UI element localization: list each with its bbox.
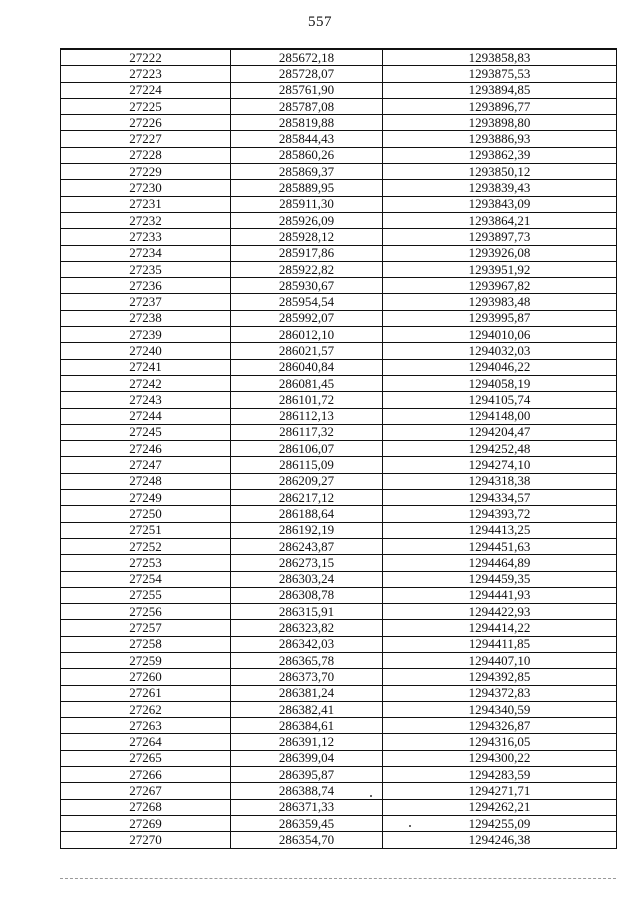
x-coordinate-cell: 286117,32: [231, 424, 383, 440]
point-number-cell: 27270: [61, 832, 231, 848]
table-row: [61, 522, 617, 538]
y-coordinate-cell: 1294274,10: [383, 457, 617, 473]
table-row: [61, 571, 617, 587]
table-row: [61, 375, 617, 391]
point-number-cell: 27232: [61, 212, 231, 228]
x-coordinate-cell: 286382,41: [231, 701, 383, 717]
point-number-cell: 27249: [61, 490, 231, 506]
table-row: [61, 587, 617, 603]
x-coordinate-cell: 286303,24: [231, 571, 383, 587]
y-coordinate-cell: 1294334,57: [383, 490, 617, 506]
point-number-cell: 27233: [61, 229, 231, 245]
point-number-cell: 27260: [61, 669, 231, 685]
x-coordinate-cell: 286112,13: [231, 408, 383, 424]
x-coordinate-cell: 286192,19: [231, 522, 383, 538]
point-number-cell: 27259: [61, 652, 231, 668]
scan-speck: [409, 825, 411, 827]
y-coordinate-cell: 1293875,53: [383, 66, 617, 82]
table-row: [61, 66, 617, 82]
table-row: [61, 212, 617, 228]
point-number-cell: 27267: [61, 783, 231, 799]
y-coordinate-cell: 1293843,09: [383, 196, 617, 212]
x-coordinate-cell: 286354,70: [231, 832, 383, 848]
x-coordinate-cell: 286243,87: [231, 538, 383, 554]
point-number-cell: 27228: [61, 147, 231, 163]
point-number-cell: 27251: [61, 522, 231, 538]
coordinates-table-body: [61, 49, 617, 848]
point-number-cell: 27222: [61, 49, 231, 66]
point-number-cell: 27230: [61, 180, 231, 196]
y-coordinate-cell: 1294105,74: [383, 392, 617, 408]
x-coordinate-cell: 285672,18: [231, 49, 383, 66]
x-coordinate-cell: 286371,33: [231, 799, 383, 815]
y-coordinate-cell: 1294300,22: [383, 750, 617, 766]
point-number-cell: 27238: [61, 310, 231, 326]
y-coordinate-cell: 1293858,83: [383, 49, 617, 66]
point-number-cell: 27261: [61, 685, 231, 701]
x-coordinate-cell: 286106,07: [231, 441, 383, 457]
y-coordinate-cell: 1294392,85: [383, 669, 617, 685]
y-coordinate-cell: 1294422,93: [383, 604, 617, 620]
table-row: [61, 180, 617, 196]
point-number-cell: 27239: [61, 327, 231, 343]
point-number-cell: 27224: [61, 82, 231, 98]
point-number-cell: 27241: [61, 359, 231, 375]
y-coordinate-cell: 1294407,10: [383, 652, 617, 668]
point-number-cell: 27231: [61, 196, 231, 212]
x-coordinate-cell: 285869,37: [231, 164, 383, 180]
x-coordinate-cell: 285992,07: [231, 310, 383, 326]
table-row: [61, 392, 617, 408]
table-row: [61, 327, 617, 343]
point-number-cell: 27252: [61, 538, 231, 554]
y-coordinate-cell: 1293886,93: [383, 131, 617, 147]
x-coordinate-cell: 286365,78: [231, 652, 383, 668]
x-coordinate-cell: 286040,84: [231, 359, 383, 375]
table-row: [61, 555, 617, 571]
table-row: [61, 718, 617, 734]
y-coordinate-cell: 1294252,48: [383, 441, 617, 457]
x-coordinate-cell: 286101,72: [231, 392, 383, 408]
y-coordinate-cell: 1293850,12: [383, 164, 617, 180]
table-row: [61, 49, 617, 66]
table-row: [61, 115, 617, 131]
y-coordinate-cell: 1293983,48: [383, 294, 617, 310]
point-number-cell: 27248: [61, 473, 231, 489]
table-row: [61, 636, 617, 652]
point-number-cell: 27258: [61, 636, 231, 652]
point-number-cell: 27229: [61, 164, 231, 180]
point-number-cell: 27264: [61, 734, 231, 750]
x-coordinate-cell: 286399,04: [231, 750, 383, 766]
y-coordinate-cell: 1294010,06: [383, 327, 617, 343]
y-coordinate-cell: 1294411,85: [383, 636, 617, 652]
point-number-cell: 27269: [61, 815, 231, 831]
point-number-cell: 27247: [61, 457, 231, 473]
x-coordinate-cell: 286395,87: [231, 767, 383, 783]
table-row: [61, 750, 617, 766]
x-coordinate-cell: 286381,24: [231, 685, 383, 701]
x-coordinate-cell: 286021,57: [231, 343, 383, 359]
x-coordinate-cell: 285889,95: [231, 180, 383, 196]
table-row: [61, 538, 617, 554]
x-coordinate-cell: 286188,64: [231, 506, 383, 522]
x-coordinate-cell: 286308,78: [231, 587, 383, 603]
x-coordinate-cell: 285911,30: [231, 196, 383, 212]
point-number-cell: 27255: [61, 587, 231, 603]
table-row: [61, 767, 617, 783]
scan-bottom-edge: [60, 878, 616, 879]
table-row: [61, 229, 617, 245]
y-coordinate-cell: 1294148,00: [383, 408, 617, 424]
x-coordinate-cell: 285954,54: [231, 294, 383, 310]
table-row: [61, 734, 617, 750]
y-coordinate-cell: 1294032,03: [383, 343, 617, 359]
table-row: [61, 473, 617, 489]
table-row: [61, 343, 617, 359]
y-coordinate-cell: 1293897,73: [383, 229, 617, 245]
table-row: [61, 457, 617, 473]
y-coordinate-cell: 1294326,87: [383, 718, 617, 734]
y-coordinate-cell: 1294372,83: [383, 685, 617, 701]
point-number-cell: 27223: [61, 66, 231, 82]
point-number-cell: 27253: [61, 555, 231, 571]
point-number-cell: 27225: [61, 98, 231, 114]
table-row: [61, 701, 617, 717]
y-coordinate-cell: 1294255,09: [383, 815, 617, 831]
y-coordinate-cell: 1294316,05: [383, 734, 617, 750]
table-row: [61, 799, 617, 815]
y-coordinate-cell: 1294204,47: [383, 424, 617, 440]
x-coordinate-cell: 286273,15: [231, 555, 383, 571]
x-coordinate-cell: 286217,12: [231, 490, 383, 506]
y-coordinate-cell: 1294464,89: [383, 555, 617, 571]
y-coordinate-cell: 1294271,71: [383, 783, 617, 799]
y-coordinate-cell: 1293864,21: [383, 212, 617, 228]
y-coordinate-cell: 1294340,59: [383, 701, 617, 717]
y-coordinate-cell: 1294413,25: [383, 522, 617, 538]
table-row: [61, 82, 617, 98]
y-coordinate-cell: 1294414,22: [383, 620, 617, 636]
x-coordinate-cell: 286081,45: [231, 375, 383, 391]
x-coordinate-cell: 286315,91: [231, 604, 383, 620]
table-row: [61, 669, 617, 685]
table-row: [61, 620, 617, 636]
table-row: [61, 164, 617, 180]
x-coordinate-cell: 285860,26: [231, 147, 383, 163]
point-number-cell: 27242: [61, 375, 231, 391]
table-row: [61, 424, 617, 440]
table-row: [61, 359, 617, 375]
table-row: [61, 147, 617, 163]
y-coordinate-cell: 1293896,77: [383, 98, 617, 114]
table-row: [61, 506, 617, 522]
point-number-cell: 27262: [61, 701, 231, 717]
x-coordinate-cell: 285926,09: [231, 212, 383, 228]
x-coordinate-cell: 286323,82: [231, 620, 383, 636]
x-coordinate-cell: 285728,07: [231, 66, 383, 82]
y-coordinate-cell: 1293967,82: [383, 278, 617, 294]
scan-speck: [370, 795, 372, 797]
point-number-cell: 27256: [61, 604, 231, 620]
point-number-cell: 27234: [61, 245, 231, 261]
table-row: [61, 196, 617, 212]
x-coordinate-cell: 286391,12: [231, 734, 383, 750]
point-number-cell: 27240: [61, 343, 231, 359]
point-number-cell: 27227: [61, 131, 231, 147]
x-coordinate-cell: 285922,82: [231, 261, 383, 277]
y-coordinate-cell: 1294318,38: [383, 473, 617, 489]
x-coordinate-cell: 286209,27: [231, 473, 383, 489]
x-coordinate-cell: 285787,08: [231, 98, 383, 114]
point-number-cell: 27237: [61, 294, 231, 310]
y-coordinate-cell: 1293995,87: [383, 310, 617, 326]
x-coordinate-cell: 285917,86: [231, 245, 383, 261]
point-number-cell: 27244: [61, 408, 231, 424]
table-row: [61, 783, 617, 799]
point-number-cell: 27263: [61, 718, 231, 734]
x-coordinate-cell: 286384,61: [231, 718, 383, 734]
table-row: [61, 294, 617, 310]
point-number-cell: 27226: [61, 115, 231, 131]
y-coordinate-cell: 1293951,92: [383, 261, 617, 277]
point-number-cell: 27254: [61, 571, 231, 587]
x-coordinate-cell: 286373,70: [231, 669, 383, 685]
point-number-cell: 27257: [61, 620, 231, 636]
point-number-cell: 27265: [61, 750, 231, 766]
table-row: [61, 815, 617, 831]
point-number-cell: 27245: [61, 424, 231, 440]
table-row: [61, 490, 617, 506]
y-coordinate-cell: 1294393,72: [383, 506, 617, 522]
y-coordinate-cell: 1294262,21: [383, 799, 617, 815]
x-coordinate-cell: 286012,10: [231, 327, 383, 343]
x-coordinate-cell: 285930,67: [231, 278, 383, 294]
y-coordinate-cell: 1294058,19: [383, 375, 617, 391]
table-row: [61, 685, 617, 701]
page-number: 557: [308, 14, 332, 30]
point-number-cell: 27243: [61, 392, 231, 408]
y-coordinate-cell: 1293926,08: [383, 245, 617, 261]
table-row: [61, 310, 617, 326]
x-coordinate-cell: 286115,09: [231, 457, 383, 473]
point-number-cell: 27266: [61, 767, 231, 783]
point-number-cell: 27235: [61, 261, 231, 277]
x-coordinate-cell: 286388,74: [231, 783, 383, 799]
point-number-cell: 27268: [61, 799, 231, 815]
x-coordinate-cell: 286342,03: [231, 636, 383, 652]
coordinates-table: [60, 48, 617, 849]
y-coordinate-cell: 1294451,63: [383, 538, 617, 554]
table-row: [61, 441, 617, 457]
x-coordinate-cell: 286359,45: [231, 815, 383, 831]
table-row: [61, 98, 617, 114]
table-row: [61, 261, 617, 277]
table-row: [61, 278, 617, 294]
table-row: [61, 245, 617, 261]
x-coordinate-cell: 285819,88: [231, 115, 383, 131]
x-coordinate-cell: 285761,90: [231, 82, 383, 98]
table-row: [61, 604, 617, 620]
table-row: [61, 131, 617, 147]
table-row: [61, 652, 617, 668]
y-coordinate-cell: 1293862,39: [383, 147, 617, 163]
x-coordinate-cell: 285844,43: [231, 131, 383, 147]
y-coordinate-cell: 1293839,43: [383, 180, 617, 196]
point-number-cell: 27246: [61, 441, 231, 457]
point-number-cell: 27250: [61, 506, 231, 522]
y-coordinate-cell: 1293894,85: [383, 82, 617, 98]
table-row: [61, 832, 617, 848]
y-coordinate-cell: 1294459,35: [383, 571, 617, 587]
y-coordinate-cell: 1294283,59: [383, 767, 617, 783]
y-coordinate-cell: 1294441,93: [383, 587, 617, 603]
y-coordinate-cell: 1293898,80: [383, 115, 617, 131]
point-number-cell: 27236: [61, 278, 231, 294]
table-row: [61, 408, 617, 424]
x-coordinate-cell: 285928,12: [231, 229, 383, 245]
y-coordinate-cell: 1294046,22: [383, 359, 617, 375]
y-coordinate-cell: 1294246,38: [383, 832, 617, 848]
